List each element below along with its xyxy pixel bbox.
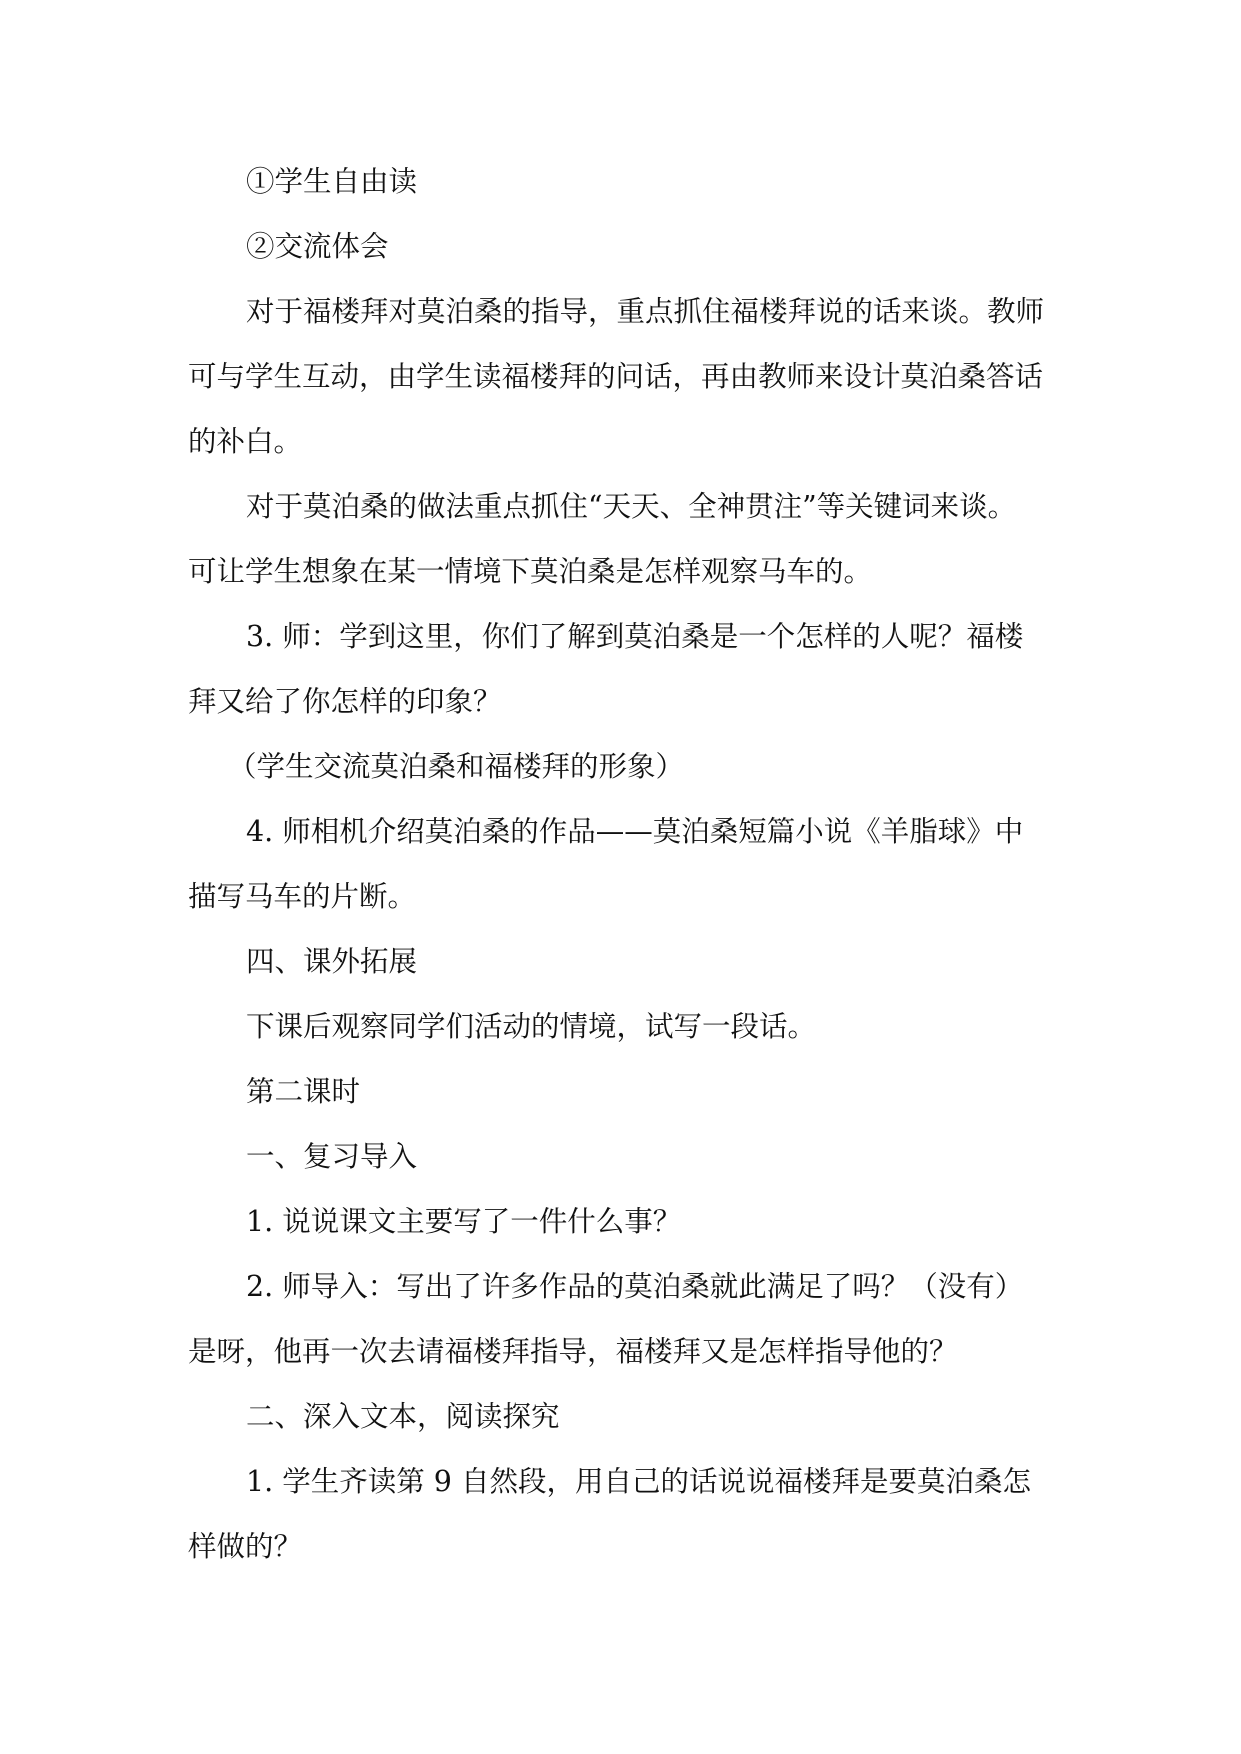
section-heading-deep-reading: 二、深入文本，阅读探究 [246,1400,560,1433]
step-exchange: ②交流体会 [246,230,389,263]
paragraph-line: 下课后观察同学们活动的情境，试写一段话。 [246,1010,817,1043]
paragraph-line: 描写马车的片断。 [188,880,417,913]
numbered-item-3: 3. 师：学到这里，你们了解到莫泊桑是一个怎样的人呢？福楼 [246,620,1024,653]
numbered-item-4: 4. 师相机介绍莫泊桑的作品——莫泊桑短篇小说《羊脂球》中 [246,815,1024,848]
paragraph-line: 对于莫泊桑的做法重点抓住“天天、全神贯注”等关键词来谈。 [246,490,1017,523]
paragraph-line: 可与学生互动，由学生读福楼拜的问话，再由教师来设计莫泊桑答话 [188,360,1044,393]
paragraph-line: 拜又给了你怎样的印象？ [188,685,502,718]
section-heading-review: 一、复习导入 [246,1140,418,1173]
paragraph-line: 样做的？ [188,1530,303,1563]
paragraph-line: 的补白。 [188,425,303,458]
section-heading-extension: 四、课外拓展 [246,945,418,978]
numbered-item-2: 2. 师导入：写出了许多作品的莫泊桑就此满足了吗？（没有） [246,1270,1024,1303]
paragraph-line: 是呀，他再一次去请福楼拜指导，福楼拜又是怎样指导他的？ [188,1335,958,1368]
step-free-reading: ①学生自由读 [246,165,418,198]
paragraph-line: 对于福楼拜对莫泊桑的指导，重点抓住福楼拜说的话来谈。教师 [246,295,1045,328]
numbered-item-1: 1. 说说课文主要写了一件什么事？ [246,1205,682,1238]
paragraph-line: 可让学生想象在某一情境下莫泊桑是怎样观察马车的。 [188,555,873,588]
lesson-heading-second: 第二课时 [246,1075,361,1108]
numbered-item-1: 1. 学生齐读第 9 自然段，用自己的话说说福楼拜是要莫泊桑怎 [246,1465,1032,1498]
parenthetical-note: （学生交流莫泊桑和福楼拜的形象） [228,750,685,783]
